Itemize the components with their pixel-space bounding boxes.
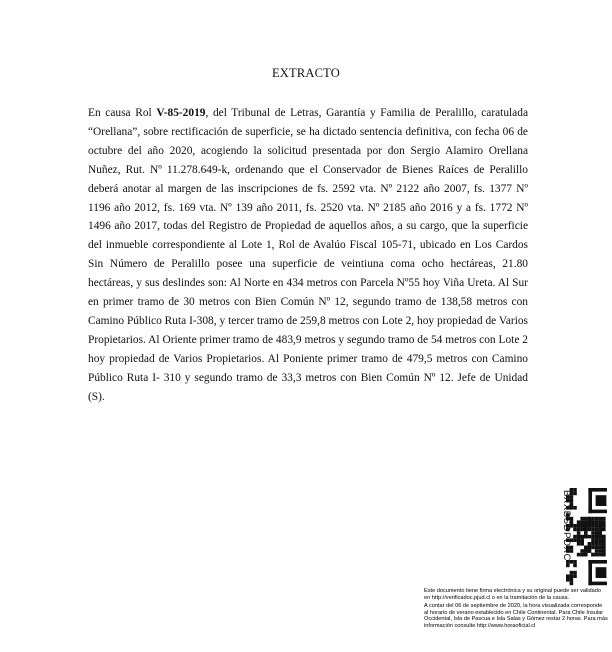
case-rol-number: V-85-2019 — [156, 107, 206, 119]
verification-code — [561, 488, 573, 592]
verification-code-text: BXXBSDPDXC — [561, 490, 572, 561]
time-zone-notice-text: A contar del 06 de septiembre de 2020, la hora visualizada corresponde al horario de verano establecido en Chile Continental. Para Chile Insular Occidental, Isla de Pascua e Isla Salas y Gómez restar 2 horas. Para más información consulte http://www.horaoficial.cl — [424, 603, 608, 629]
electronic-signature-notice — [424, 588, 608, 631]
extract-paragraph — [88, 104, 528, 407]
signature-validation-text: Este documento tiene firma electrónica y su original puede ser validado en http://verificadoc.pjud.cl o en la tramitación de la causa. — [424, 588, 601, 601]
document-title: EXTRACTO — [271, 66, 341, 80]
paragraph-body: , del Tribunal de Letras, Garantía y Familia de Peralillo, caratulada “Orellana”, sobre rectificación de superficie, se ha dictado sentencia definitiva, con fecha 06 de octubre del año 2020, acogiendo la solicitud presentada por don Sergio Alamiro Orellana Nuñez, Rut. Nº 11.278.649-k, ordenando que el Conservador de Bienes Raíces de Peralillo deberá anotar al margen de las inscripciones de fs. 2592 vta. Nº 2122 año 2007, fs. 1377 Nº 1196 año 2012, fs. 169 vta. Nº 139 año 2011, fs. 2520 vta. Nº 2185 año 2016 y a fs. 1772 Nº 1496 año 2017, todas del Registro de Propiedad de aquellos años, a su cargo, que la superficie del inmueble correspondiente al Lote 1, Rol de Avalúo Fiscal 105-71, ubicado en Los Cardos Sin Número de Peralillo posee una superficie de veintiuna coma ocho hectáreas, 21.80 hectáreas, y sus deslindes son: Al Norte en 434 metros con Parcela Nº55 hoy Viña Ureta. Al Sur en primer tramo de 30 metros con Bien Común Nº 12, segundo tramo de 138,58 metros con Camino Público Ruta I-308, y tercer tramo de 259,8 metros con Lote 2, hoy propiedad de Varios Propietarios. Al Oriente primer tramo de 483,9 metros y segundo tramo de 54 metros con Lote 2 hoy propiedad de Varios Propietarios. Al Poniente primer tramo de 479,5 metros con Camino Público Ruta I- 310 y segundo tramo de 33,3 metros con Bien Común Nº 12. Jefe de Unidad (S). — [88, 107, 528, 403]
paragraph-intro: En causa Rol — [88, 107, 157, 119]
